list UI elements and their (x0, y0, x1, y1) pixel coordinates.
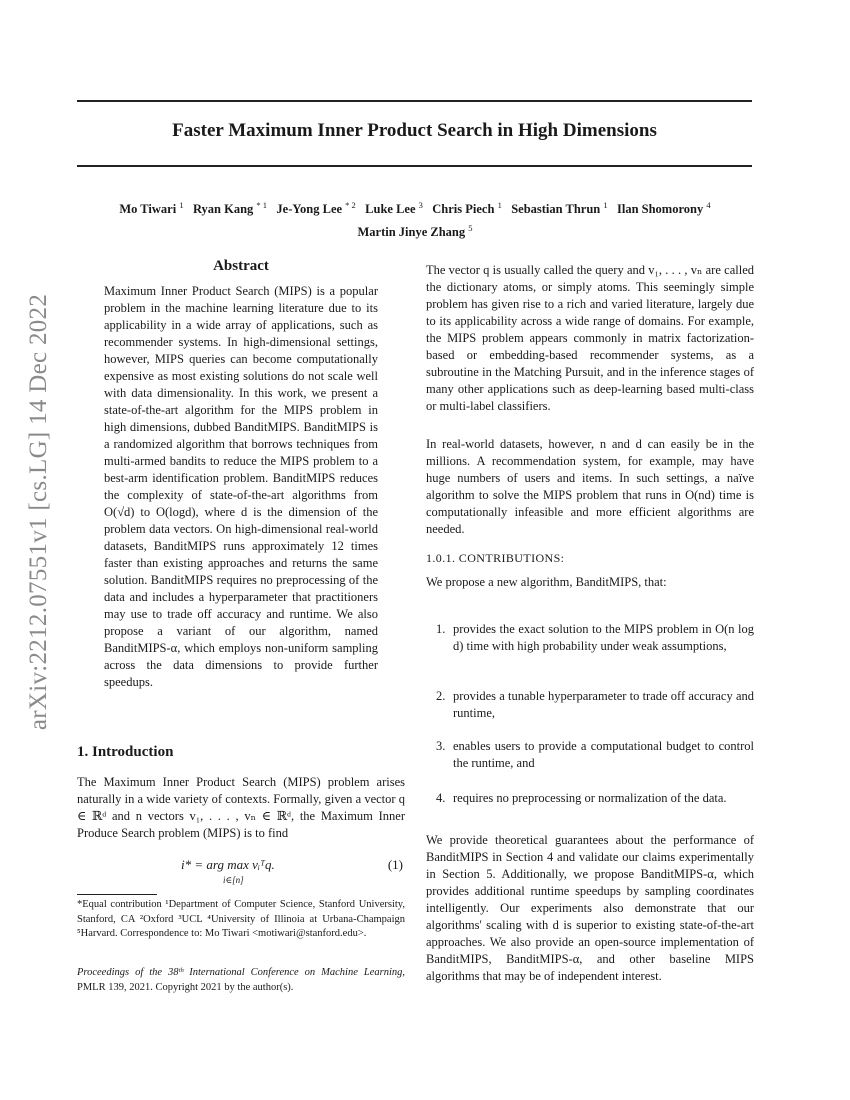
abstract-heading: Abstract (213, 258, 269, 274)
author: Sebastian Thrun $^1$ (511, 200, 608, 217)
equation-1 (77, 853, 405, 889)
author-list (60, 196, 770, 242)
list-item: 2. provides a tunable hyperparameter to trade off accuracy and runtime, (436, 689, 754, 720)
author: Ilan Shomorony $^4$ (616, 200, 711, 217)
paragraph-query-atoms: The vector q is usually called the query and v₁, . . . , vₙ are called the dictionary atoms, or simply atoms. This seemingly simple problem has given rise to a rich and varied literature, largely due to its applicability across a wide range of domains. For example, the MIPS problem appears commonly in matrix factorization-based or embedding-based recommender systems, as a subroutine in the Matching Pursuit, and in the inference stages of many other applications such as deep-learning based multi-class or multi-label classifiers. (426, 263, 754, 413)
author: Martin Jinye Zhang $^5$ (357, 223, 473, 240)
paragraph-propose: We propose a new algorithm, BanditMIPS, that: (426, 575, 667, 589)
list-item: 3. enables users to provide a computational budget to control the runtime, and (436, 739, 754, 770)
abstract-text: Maximum Inner Product Search (MIPS) is a popular problem in the machine learning literature due to its applicability in a wide array of applications, such as recommender systems. In high-dimensional settings, however, MIPS queries can become computationally expensive as most existing solutions do not scale well with data dimensionality. In this work, we present a state-of-the-art algorithm for the MIPS problem in high dimensions, dubbed BanditMIPS. BanditMIPS is a randomized algorithm that borrows techniques from multi-armed bandits to reduce the MIPS problem to a best-arm identification problem. BanditMIPS reduces the complexity of state-of-the-art algorithms from O(√d) to O(logd), where d is the dimension of the problem data vectors. On high-dimensional real-world datasets, BanditMIPS runs approximately 12 times faster than existing approaches and returns the same solution. BanditMIPS requires no preprocessing of the data and includes a hyperparameter that practitioners may use to trade off accuracy and runtime. We also propose a variant of our algorithm, named BanditMIPS-α, which employs non-uniform sampling across the data dimensions to provide further speedups. (104, 284, 378, 689)
introduction-heading: 1. Introduction (77, 744, 174, 760)
title-rule (77, 165, 752, 167)
top-rule (77, 100, 752, 102)
contributions-heading: 1.0.1. CONTRIBUTIONS: (426, 551, 565, 565)
introduction-paragraph: The Maximum Inner Product Search (MIPS) problem arises naturally in a wide variety of contexts. Formally, given a vector q ∈ ℝᵈ and n vectors v₁, . . . , vₙ ∈ ℝᵈ, the Maximum Inner Produce Search problem (MIPS) is to find (77, 775, 405, 840)
affiliations-footnote: *Equal contribution ¹Department of Computer Science, Stanford University, Stanford, CA ²Oxford ³UCL ⁴University of Illinoia at Urbana-Champaign ⁵Harvard. Correspondence to: Mo Tiwari <motiwari@stanford.edu>. (77, 899, 405, 939)
list-item: 4. requires no preprocessing or normalization of the data. (436, 791, 727, 805)
author: Chris Piech $^1$ (432, 200, 502, 217)
paper-title: Faster Maximum Inner Product Search in High Dimensions (172, 120, 657, 141)
author: Luke Lee $^3$ (365, 200, 423, 217)
arxiv-stamp-text: arXiv:2212.07551v1 [cs.LG] 14 Dec 2022 (25, 293, 52, 731)
footnote-rule (77, 894, 157, 895)
arxiv-stamp (22, 262, 56, 762)
equation-subscript: i∈[n] (223, 875, 244, 885)
proceedings-note: Proceedings of the 38ᵗʰ International Conference on Machine Learning, PMLR 139, 2021. Copyright 2021 by the author(s). (77, 967, 405, 993)
author: Je-Yong Lee $^{* 2}$ (276, 200, 356, 217)
equation-body: i* = arg max vᵢᵀq. (181, 857, 275, 872)
author: Mo Tiwari $^1$ (119, 200, 184, 217)
author: Ryan Kang $^{* 1}$ (192, 200, 268, 217)
equation-number: (1) (387, 857, 403, 872)
paragraph-guarantees: We provide theoretical guarantees about the performance of BanditMIPS in Section 4 and validate our claims experimentally in Section 5. Additionally, we propose BanditMIPS-α, which provides additional runtime speedups by sampling coordinates intelligently. Our experiments also demonstrate that our algorithms' scaling with d is superior to existing state-of-the-art approaches. We also provide an open-source implementation of BanditMIPS, BanditMIPS-α, and other baseline MIPS algorithms that may be of independent interest. (426, 833, 754, 983)
paragraph-real-world: In real-world datasets, however, n and d can easily be in the millions. A recommendation system, for example, may have huge numbers of users and items. In such settings, a naïve algorithm to solve the MIPS problem that runs in O(nd) time is computationally infeasible and more efficient algorithms are needed. (426, 437, 754, 536)
list-item: 1. provides the exact solution to the MIPS problem in O(n log d) time with high probability under weak assumptions, (436, 622, 754, 653)
